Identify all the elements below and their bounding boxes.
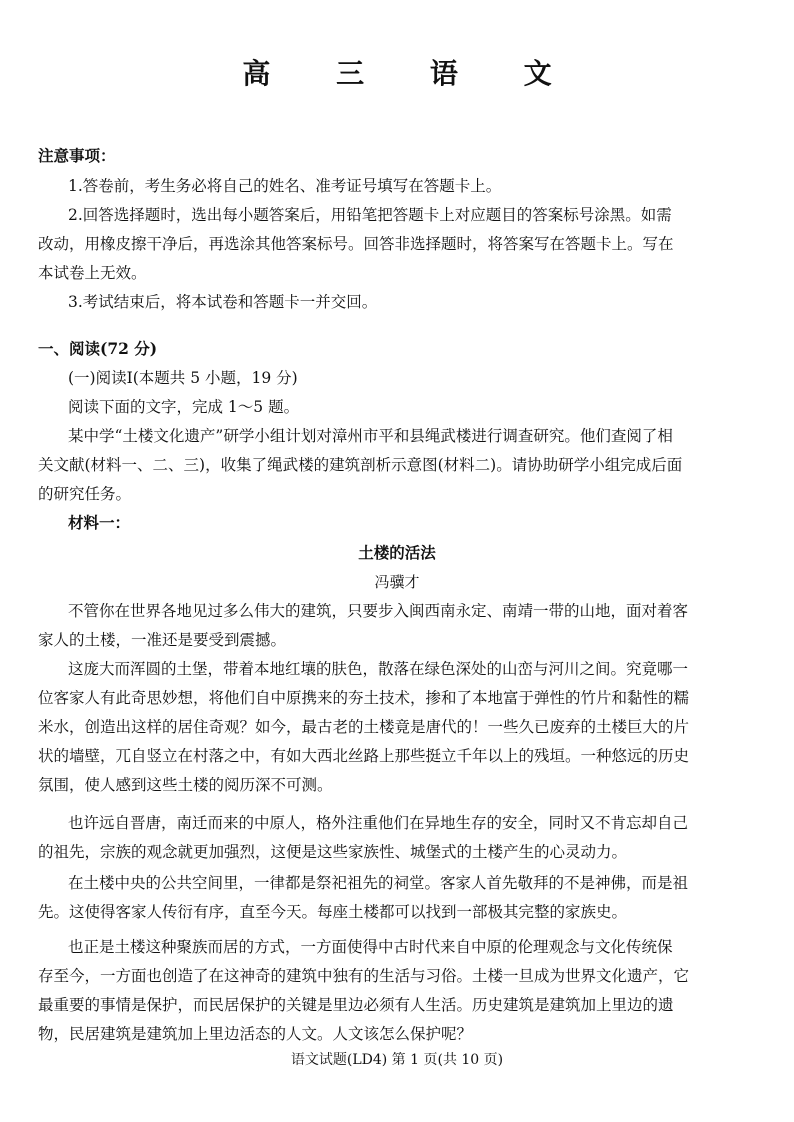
intro-line: 关文献(材料一、二、三)，收集了绳武楼的建筑剖析示意图(材料二)。请协助研学小组完成后面 (38, 456, 683, 474)
page-title: 高 三 语 文 (242, 57, 580, 90)
article-line: 米水，创造出这样的居住奇观？如今，最古老的土楼竟是唐代的！一些久已废弃的土楼巨大的片 (38, 718, 690, 736)
notice-line: 改动，用橡皮擦干净后，再选涂其他答案标号。回答非选择题时，将答案写在答题卡上。写在 (38, 235, 674, 253)
page-footer: 语文试题(LD4) 第 1 页(共 10 页) (290, 1052, 504, 1068)
notice-line: 本试卷上无效。 (38, 264, 147, 282)
section-instruction: 阅读下面的文字，完成 1～5 题。 (68, 398, 300, 416)
article-title: 土楼的活法 (358, 543, 436, 562)
article-line: 的祖先，宗族的观念就更加强烈，这便是这些家族性、城堡式的土楼产生的心灵动力。 (38, 843, 628, 861)
article-line: 家人的土楼，一准还是要受到震撼。 (38, 631, 287, 649)
article-line: 不管你在世界各地见过多么伟大的建筑，只要步入闽西南永定、南靖一带的山地，面对着客 (68, 602, 689, 620)
article-line: 也许远自晋唐，南迁而来的中原人，格外注重他们在异地生存的安全，同时又不肯忘却自己 (68, 814, 689, 832)
article-line: 物，民居建筑是建筑加上里边活态的人文。人文该怎么保护呢？ (38, 1025, 473, 1043)
notice-line: 2.回答选择题时，选出每小题答案后，用铅笔把答题卡上对应题目的答案标号涂黑。如需 (68, 206, 672, 224)
intro-line: 的研究任务。 (38, 485, 132, 503)
notice-line: 3.考试结束后，将本试卷和答题卡一并交回。 (68, 293, 378, 311)
article-author: 冯骥才 (374, 573, 420, 591)
article-line: 最重要的事情是保护，而民居保护的关键是里边必须有人生活。历史建筑是建筑加上里边的遗 (38, 996, 674, 1014)
article-line: 这庞大而浑圆的土堡，带着本地红壤的肤色，散落在绿色深处的山峦与河川之间。究竟哪一 (68, 660, 689, 678)
section-subheading: (一)阅读Ⅰ(本题共 5 小题，19 分) (68, 369, 298, 387)
article-line: 在土楼中央的公共空间里，一律都是祭祀祖先的祠堂。客家人首先敬拜的不是神佛，而是祖 (68, 874, 689, 892)
article-line: 氛围，使人感到这些土楼的阅历深不可测。 (38, 776, 333, 794)
section-heading: 一、阅读(72 分) (38, 339, 158, 358)
article-line: 位客家人有此奇思妙想，将他们自中原携来的夯土技术，掺和了本地富于弹性的竹片和黏性的糯 (38, 689, 690, 707)
article-line: 状的墙壁，兀自竖立在村落之中，有如大西北丝路上那些挺立千年以上的残垣。一种悠远的历史 (38, 747, 690, 765)
notice-line: 1.答卷前，考生务必将自己的姓名、准考证号填写在答题卡上。 (68, 177, 502, 195)
article-line: 也正是土楼这种聚族而居的方式，一方面使得中古时代来自中原的伦理观念与文化传统保 (68, 938, 673, 956)
intro-line: 某中学“土楼文化遗产”研学小组计划对漳州市平和县绳武楼进行调查研究。他们查阅了相 (68, 427, 673, 445)
notice-heading: 注意事项： (38, 146, 116, 165)
material-label: 材料一： (68, 513, 131, 532)
article-line: 存至今，一方面也创造了在这神奇的建筑中独有的生活与习俗。土楼一旦成为世界文化遗产，它 (38, 967, 690, 985)
article-line: 先。这使得客家人传衍有序，直至今天。每座土楼都可以找到一部极其完整的家族史。 (38, 903, 628, 921)
